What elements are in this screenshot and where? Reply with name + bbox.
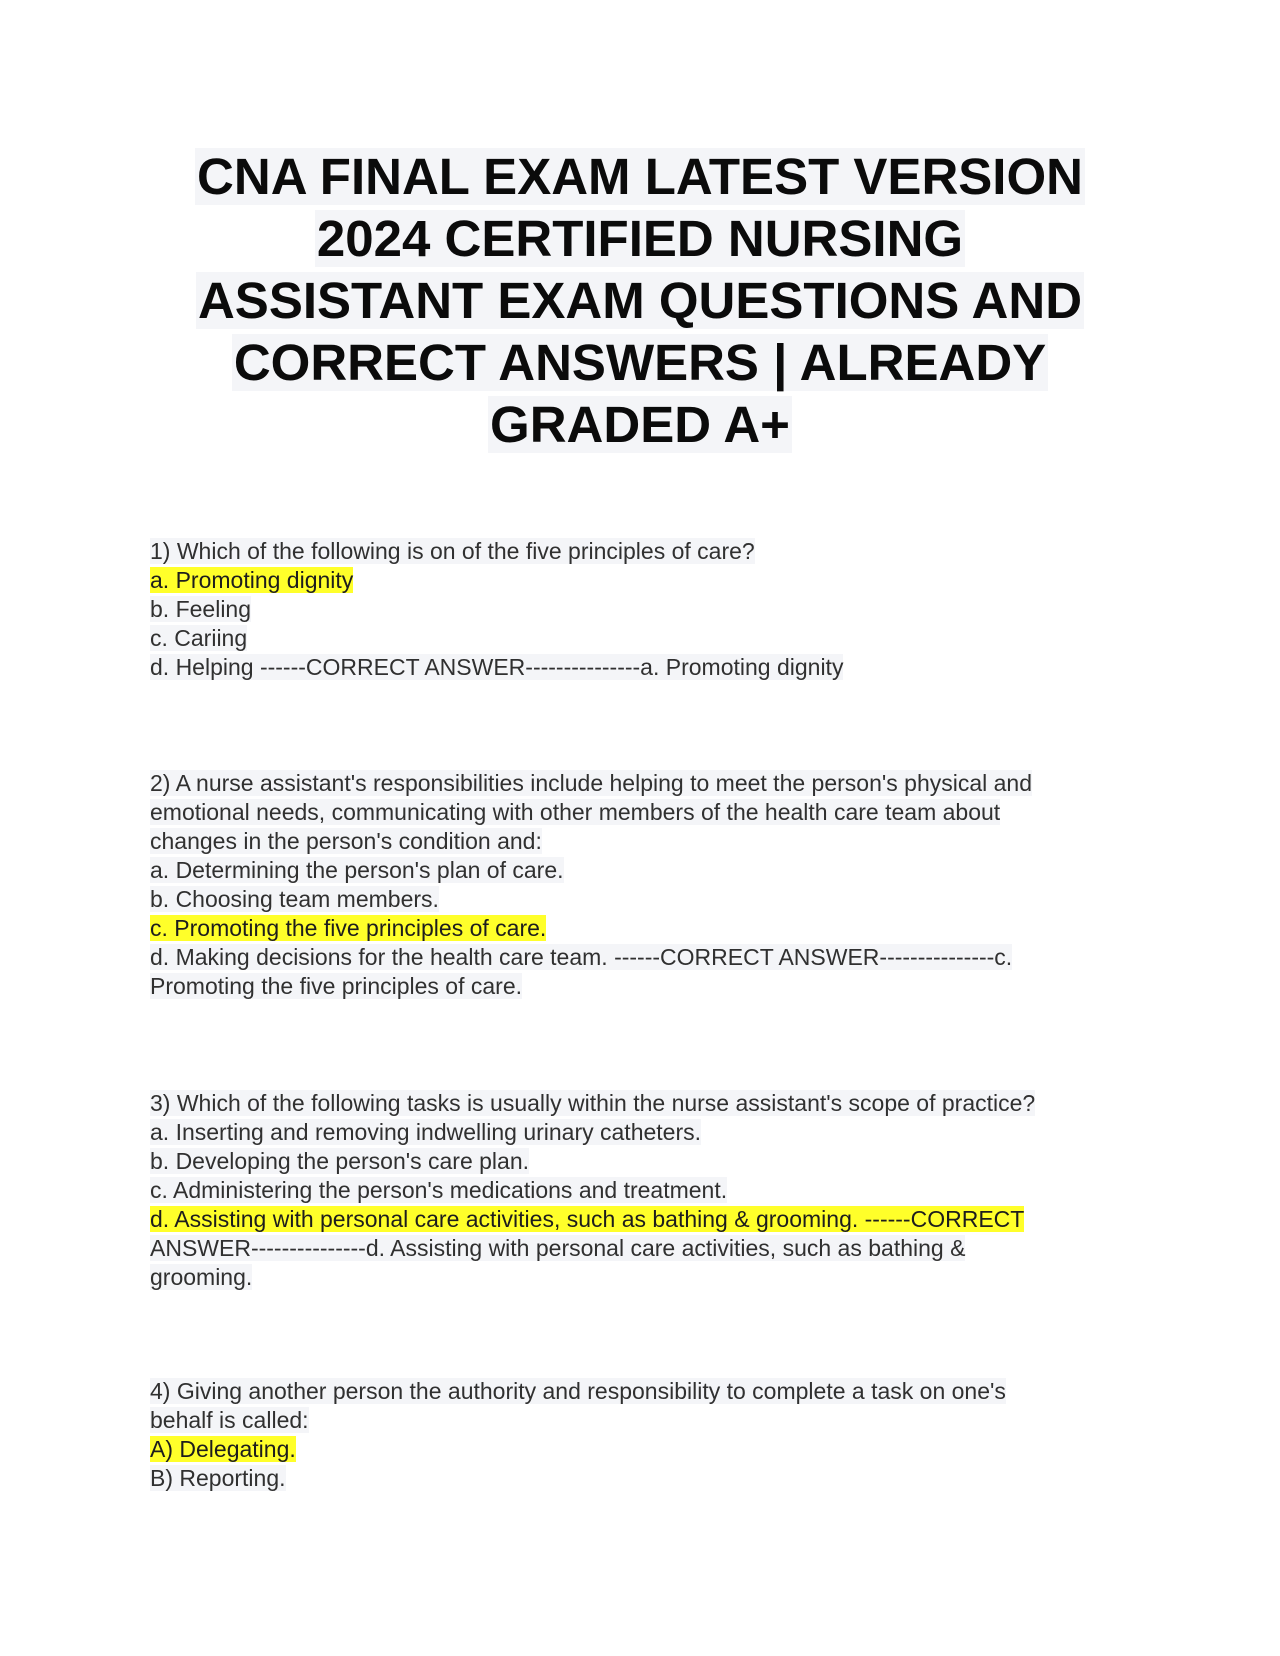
text-run: grooming. bbox=[150, 1264, 253, 1290]
highlighted-answer-line bbox=[150, 566, 1150, 595]
text-run: d. Helping ------CORRECT ANSWER---------------a. Promoting dignity bbox=[150, 654, 844, 680]
correct-answer-highlight: A) Delegating. bbox=[150, 1436, 296, 1462]
question-text-line bbox=[150, 1406, 1150, 1435]
question-2 bbox=[150, 769, 1150, 1001]
question-text-line bbox=[150, 1263, 1150, 1292]
text-run: emotional needs, communicating with other members of the health care team about bbox=[150, 799, 1001, 825]
text-run: B) Reporting. bbox=[150, 1465, 286, 1491]
correct-answer-highlight: a. Promoting dignity bbox=[150, 567, 354, 593]
text-run: c. Administering the person's medications and treatment. bbox=[150, 1177, 728, 1203]
text-run: 1) Which of the following is on of the five principles of care? bbox=[150, 538, 755, 564]
question-text-line bbox=[150, 972, 1150, 1001]
question-text-line bbox=[150, 856, 1150, 885]
document-title bbox=[150, 146, 1130, 456]
text-run: Promoting the five principles of care. bbox=[150, 973, 523, 999]
question-text-line bbox=[150, 1118, 1150, 1147]
correct-answer-highlight: d. Assisting with personal care activities, such as bathing & grooming. ------CORRECT bbox=[150, 1206, 1025, 1232]
question-text-line bbox=[150, 537, 1150, 566]
text-run: a. Determining the person's plan of care. bbox=[150, 857, 564, 883]
title-line: 2024 CERTIFIED NURSING bbox=[316, 210, 964, 267]
question-text-line bbox=[150, 624, 1150, 653]
highlighted-answer-line bbox=[150, 1435, 1150, 1464]
question-3 bbox=[150, 1089, 1150, 1292]
text-run: behalf is called: bbox=[150, 1407, 309, 1433]
question-text-line bbox=[150, 1234, 1150, 1263]
text-run: 4) Giving another person the authority and responsibility to complete a task on one's bbox=[150, 1378, 1006, 1404]
text-run: changes in the person's condition and: bbox=[150, 828, 542, 854]
text-run: 3) Which of the following tasks is usually within the nurse assistant's scope of practice? bbox=[150, 1090, 1036, 1116]
question-text-line bbox=[150, 885, 1150, 914]
question-text-line bbox=[150, 1377, 1150, 1406]
title-line: CORRECT ANSWERS | ALREADY bbox=[233, 334, 1047, 391]
question-text-line bbox=[150, 1147, 1150, 1176]
highlighted-answer-line bbox=[150, 1205, 1150, 1234]
question-text-line bbox=[150, 769, 1150, 798]
text-run: d. Making decisions for the health care team. ------CORRECT ANSWER---------------c. bbox=[150, 944, 1013, 970]
question-text-line bbox=[150, 595, 1150, 624]
question-text-line bbox=[150, 943, 1150, 972]
question-text-line bbox=[150, 827, 1150, 856]
question-4 bbox=[150, 1377, 1150, 1493]
question-text-line bbox=[150, 1464, 1150, 1493]
question-text-line bbox=[150, 653, 1150, 682]
text-run: ANSWER---------------d. Assisting with personal care activities, such as bathing & bbox=[150, 1235, 966, 1261]
text-run: a. Inserting and removing indwelling urinary catheters. bbox=[150, 1119, 702, 1145]
question-1 bbox=[150, 537, 1150, 682]
text-run: b. Feeling bbox=[150, 596, 252, 622]
text-run: 2) A nurse assistant's responsibilities include helping to meet the person's physical and bbox=[150, 770, 1033, 796]
text-run: c. Cariing bbox=[150, 625, 248, 651]
question-text-line bbox=[150, 1089, 1150, 1118]
correct-answer-highlight: c. Promoting the five principles of care. bbox=[150, 915, 547, 941]
question-text-line bbox=[150, 798, 1150, 827]
title-line: CNA FINAL EXAM LATEST VERSION bbox=[197, 148, 1083, 205]
question-text-line bbox=[150, 1176, 1150, 1205]
title-line: GRADED A+ bbox=[490, 396, 790, 453]
highlighted-answer-line bbox=[150, 914, 1150, 943]
text-run: b. Developing the person's care plan. bbox=[150, 1148, 530, 1174]
text-run: b. Choosing team members. bbox=[150, 886, 439, 912]
title-line: ASSISTANT EXAM QUESTIONS AND bbox=[197, 272, 1083, 329]
